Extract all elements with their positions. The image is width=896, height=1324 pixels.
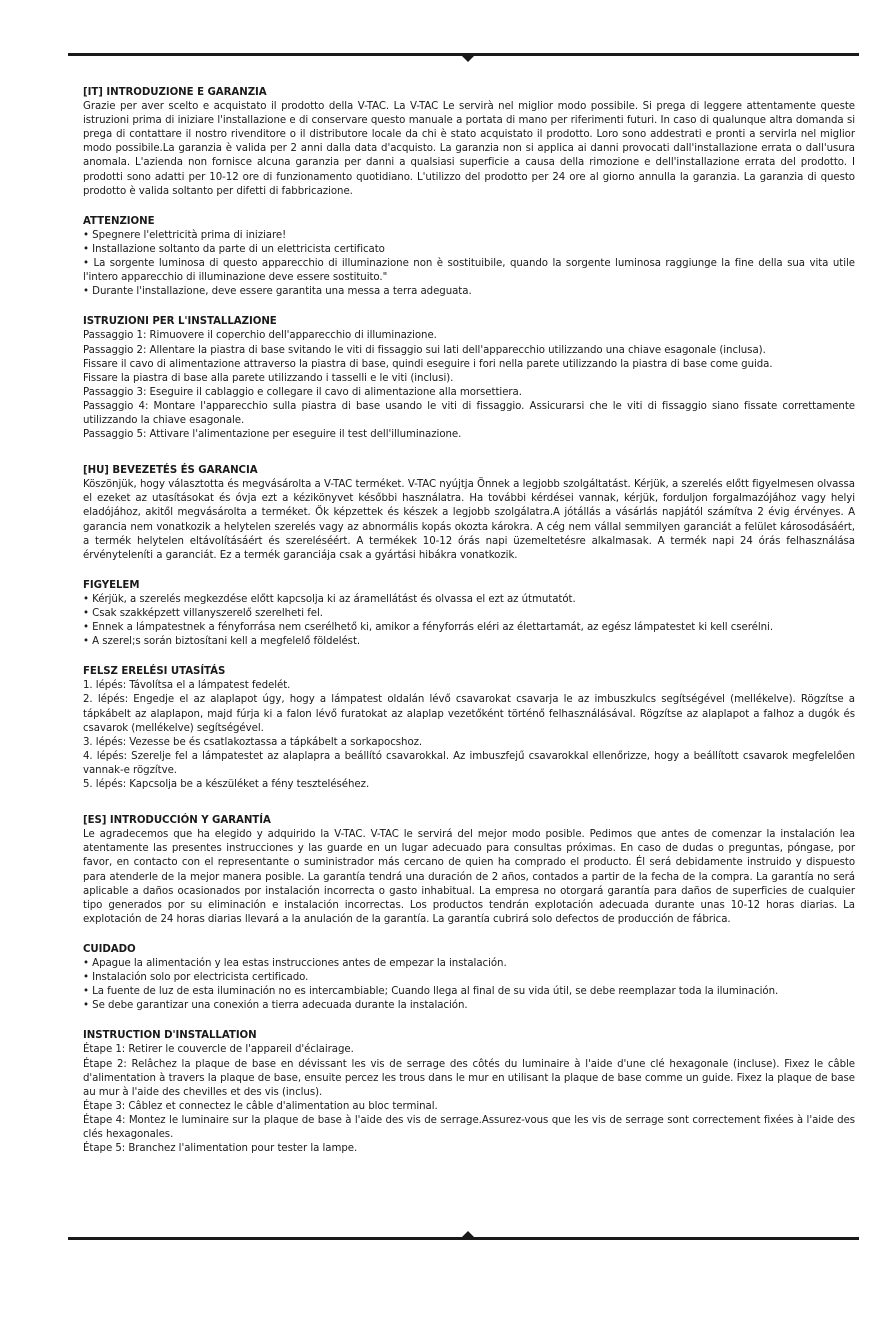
step-item: Passaggio 5: Attivare l'alimentazione per eseguire il test dell'illuminazione. [83, 429, 462, 441]
step-item: Étape 4: Montez le luminaire sur la plaque de base à l'aide des vis de serrage.Assurez-vous que les vis de serrage sont correctement fixées à l'aide des clés hexagonales. [83, 1114, 855, 1140]
step-item: 5. lépés: Kapcsolja be a készüléket a fény teszteléséhez. [83, 779, 370, 791]
section-heading: CUIDADO [83, 943, 136, 955]
bullet-item: • La fuente de luz de esta iluminación no es intercambiable; Cuando llega al final de su vida útil, se debe reemplazar toda la iluminación. [83, 986, 779, 998]
section-heading: [ES] INTRODUCCIÓN Y GARANTÍA [83, 815, 271, 827]
bullet-item: • Instalación solo por electricista certificado. [83, 972, 309, 984]
section-es-caution [83, 943, 855, 1013]
step-item: 2. lépés: Engedje el az alaplapot úgy, hogy a lámpatest oldalán lévő csavarokat csavarja le az imbuszkulcs segítségével (mellékelve). Rögzítse a tápkábelt az alaplapon, majd fúrja ki a falon lévő furatokat az alaplap vezetőként történő felhasználásával. Rögzítse az alaplapot a falhoz a dugók és csavarok (mellékelve) segítségével. [83, 694, 855, 734]
section-hu-attention [83, 579, 855, 649]
bottom-divider [68, 1237, 859, 1240]
top-divider [68, 53, 859, 56]
bullet-item: • Spegnere l'elettricità prima di iniziare! [83, 229, 287, 241]
bullet-item: • Installazione soltanto da parte di un elettricista certificato [83, 243, 385, 255]
section-heading: [IT] INTRODUZIONE E GARANZIA [83, 87, 267, 98]
bullet-item: • Apague la alimentación y lea estas instrucciones antes de empezar la instalación. [83, 957, 507, 969]
step-item: 1. lépés: Távolítsa el a lámpatest fedelét. [83, 680, 291, 692]
step-item: Passaggio 1: Rimuovere il coperchio dell'apparecchio di illuminazione. [83, 330, 437, 342]
step-item: 3. lépés: Vezesse be és csatlakoztassa a tápkábelt a sorkapocshoz. [83, 736, 423, 748]
section-hu-installation [83, 665, 855, 792]
section-heading: ATTENZIONE [83, 215, 155, 227]
bullet-item: • Se debe garantizar una conexión a tierra adecuada durante la instalación. [83, 1000, 468, 1012]
section-heading: FELSZ ERELÉSI UTASÍTÁS [83, 666, 226, 678]
section-paragraph: Grazie per aver scelto e acquistato il prodotto della V-TAC. La V-TAC Le servirà nel miglior modo possibile. Si prega di leggere attentamente queste istruzioni prima di iniziare l'installazione e di conservare questo manuale a portata di mano per riferimenti futuri. In caso di qualunque altra domanda si prega di contattare il nostro rivenditore o il distributore locale da chi è stato acquistato il prodotto. Loro sono addestrati e pronti a servirla nel miglior modo possibile.La garanzia è valida per 2 anni dalla data d'acquisto. La garanzia non si applica ai danni provocati dall'installazione errata o dall'usura anomala. L'azienda non fornisce alcuna garanzia per danni a qualsiasi superficie a causa della rimozione e dell'installazione errata del prodotto. I prodotti sono adatti per 10-12 ore di funzionamento quotidiano. L'utilizzo del prodotto per 24 ore al giorno annulla la garanzia. La garanzia di questo prodotto è valida soltanto per difetti di fabbricazione. [83, 101, 855, 197]
step-item: Étape 3: Câblez et connectez le câble d'alimentation au bloc terminal. [83, 1100, 438, 1112]
section-it-attention [83, 215, 855, 300]
section-it-installation [83, 315, 855, 442]
top-divider-notch [462, 56, 474, 62]
bullet-item: • Ennek a lámpatestnek a fényforrása nem cserélhető ki, amikor a fényforrás eléri az élettartamát, az egész lámpatestet ki kell cserélni. [83, 622, 774, 634]
section-paragraph: Köszönjük, hogy választotta és megvásárolta a V-TAC terméket. V-TAC nyújtja Önnek a legjobb szolgáltatást. Kérjük, a szerelés előtt figyelmesen olvassa el ezeket az utasításokat és óvja ezt a kézikönyvet későbbi használatra. Ha további kérdései vannak, kérjük, forduljon forgalmazójához vagy helyi eladójához, akitől megvásárolta a terméket. Ők képzettek és készek a legjobb szolgálatra.A jótállás a vásárlás napjától számítva 2 évig érvényes. A garancia nem vonatkozik a helytelen szerelés vagy az abnormális kopás okozta károkra. A cég nem vállal semmilyen garanciát a felület károsodásáért, a termék helytelen eltávolításáért és szereléséért. A termékek 10-12 órás napi üzemeltetésre alkalmasak. A termék napi 24 órás felhasználása érvényteleníti a garanciát. Ez a termék garanciája csak a gyártási hibákra vonatkozik. [83, 479, 855, 561]
bullet-item: • Durante l'installazione, deve essere garantita una messa a terra adeguata. [83, 286, 472, 298]
step-item: Passaggio 4: Montare l'apparecchio sulla piastra di base usando le viti di fissaggio. Assicurarsi che le viti di fissaggio siano fissate correttamente utilizzando la chiave esagonale. [83, 400, 855, 426]
section-hu-intro [83, 464, 855, 563]
step-item: Passaggio 2: Allentare la piastra di base svitando le viti di fissaggio sui lati dell'apparecchio utilizzando una chiave esagonale (inclusa). [83, 344, 766, 356]
section-it-intro [83, 86, 855, 199]
step-item: 4. lépés: Szerelje fel a lámpatestet az alaplapra a beállító csavarokkal. Az imbuszfejű csavarokkal ellenőrizze, hogy a beállított csavarok megfelelően vannak-e rögzítve. [83, 750, 855, 776]
step-item: Fissare la piastra di base alla parete utilizzando i tasselli e le viti (inclusi). [83, 372, 454, 384]
step-item: Étape 5: Branchez l'alimentation pour tester la lampe. [83, 1143, 358, 1155]
step-item: Étape 1: Retirer le couvercle de l'appareil d'éclairage. [83, 1044, 354, 1056]
section-heading: ISTRUZIONI PER L'INSTALLAZIONE [83, 316, 277, 328]
section-paragraph: Le agradecemos que ha elegido y adquirido la V-TAC. V-TAC le servirá del mejor modo posible. Pedimos que antes de comenzar la instalación lea atentamente las presentes instrucciones y las guarde en un lugar adecuado para consultas próximas. En caso de dudas o preguntas, póngase, por favor, en contacto con el representante o suministrador más cercano de quien ha comprado el producto. Él será debidamente instruido y dispuesto para atenderle de la mejor manera posible. La garantía tendrá una duración de 2 años, contados a partir de la fecha de la compra. La garantía no será aplicable a daños ocasionados por instalación incorrecta o gasto inhabitual. La empresa no otorgará garantía para daños de superficies de cualquier tipo generados por su eliminación e instalación incorrectas. Los productos tendrán explotación adecuada durante unas 10-12 horas diarias. La explotación de 24 horas diarias llevará a la anulación de la garantía. La garantía cubrirá solo defectos de producción de fábrica. [83, 829, 855, 925]
step-item: Fissare il cavo di alimentazione attraverso la piastra di base, quindi eseguire i fori nella parete utilizzando la piastra di base come guida. [83, 358, 773, 370]
bullet-item: • La sorgente luminosa di questo apparecchio di illuminazione non è sostituibile, quando la sorgente luminosa raggiunge la fine della sua vita utile l'intero apparecchio di illuminazione deve essere sostituito." [83, 258, 855, 284]
section-heading: FIGYELEM [83, 579, 140, 591]
section-fr-installation [83, 1029, 855, 1156]
bullet-item: • Csak szakképzett villanyszerelő szerelheti fel. [83, 608, 323, 619]
step-item: Passaggio 3: Eseguire il cablaggio e collegare il cavo di alimentazione alla morsettiera. [83, 386, 522, 398]
section-heading: INSTRUCTION D'INSTALLATION [83, 1030, 257, 1042]
bullet-item: • Kérjük, a szerelés megkezdése előtt kapcsolja ki az áramellátást és olvassa el ezt az útmutatót. [83, 593, 576, 605]
section-heading: [HU] BEVEZETÉS ÉS GARANCIA [83, 465, 258, 477]
bottom-divider-notch [462, 1231, 474, 1237]
document-body [83, 86, 855, 1172]
section-es-intro [83, 814, 855, 927]
step-item: Étape 2: Relâchez la plaque de base en dévissant les vis de serrage des côtés du luminaire à l'aide d'une clé hexagonale (incluse). Fixez le câble d'alimentation à travers la plaque de base, ensuite percez les trous dans le mur en utilisant la plaque de base comme un guide. Fixez la plaque de base au mur à l'aide des chevilles et des vis (inclus). [83, 1058, 855, 1098]
bullet-item: • A szerel;s során biztosítani kell a megfelelő földelést. [83, 636, 361, 648]
